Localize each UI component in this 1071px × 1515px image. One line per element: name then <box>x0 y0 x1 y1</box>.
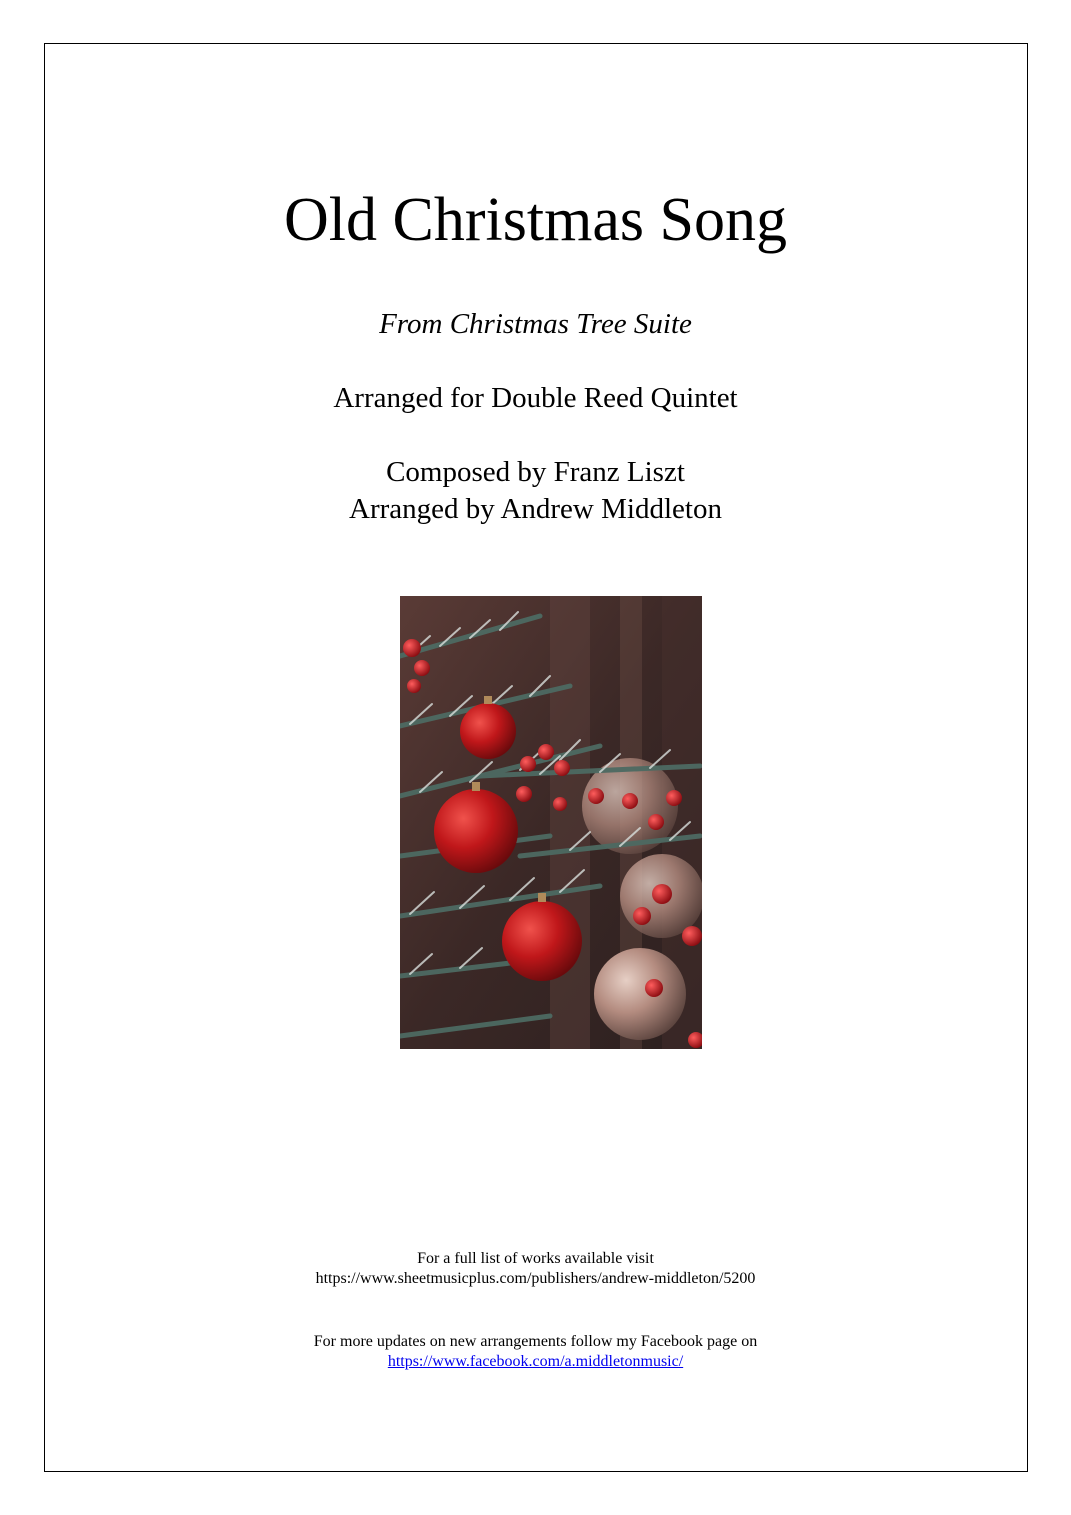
instrumentation-line: Arranged for Double Reed Quintet <box>333 382 738 414</box>
composer-credit: Composed by Franz Liszt <box>386 456 685 488</box>
arranger-credit: Arranged by Andrew Middleton <box>349 493 722 525</box>
christmas-tree-photo <box>400 596 702 1049</box>
credits-block <box>0 454 1071 528</box>
works-list-url: https://www.sheetmusicplus.com/publishers/andrew-middleton/5200 <box>315 1270 756 1287</box>
works-list-text: For a full list of works available visit <box>417 1250 654 1267</box>
facebook-text: For more updates on new arrangements follow my Facebook page on <box>313 1333 758 1350</box>
facebook-notice <box>0 1332 1071 1372</box>
works-list-notice <box>0 1249 1071 1289</box>
page-title: Old Christmas Song <box>284 186 787 254</box>
facebook-link[interactable]: https://www.facebook.com/a.middletonmusic/ <box>387 1353 684 1370</box>
suite-subtitle: From Christmas Tree Suite <box>379 308 692 340</box>
